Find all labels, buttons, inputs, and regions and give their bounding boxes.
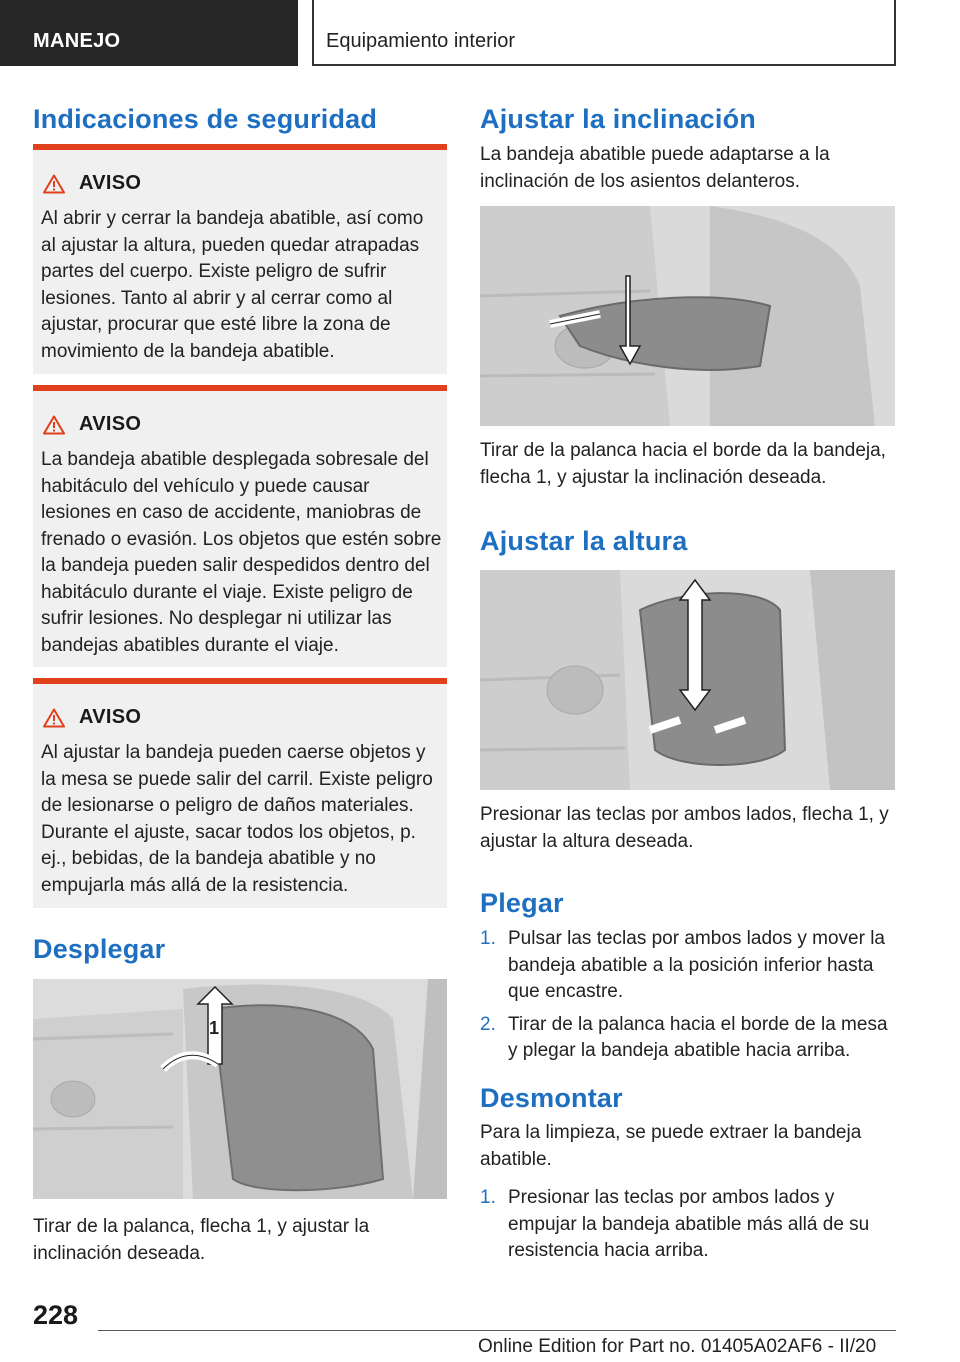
warning-text: Al abrir y cerrar la bandeja abatible, así como al ajustar la altura, pueden quedar atrapadas partes del cuerpo. Existe peligro de sufrir lesiones. Tanto al abrir y al cerrar como al ajustar, procurar que esté libre la zona de movimiento de la bandeja abatible. <box>41 208 424 362</box>
height-heading: Ajustar la altura <box>480 526 688 556</box>
unfold-caption: Tirar de la palanca, flecha 1, y ajustar la inclinación deseada. <box>33 1216 370 1264</box>
warning-triangle-icon <box>43 708 65 728</box>
tilt-illustration <box>480 206 895 426</box>
warning-box-2 <box>33 385 447 667</box>
warning-label: AVISO <box>79 706 142 728</box>
list-item: 2. Tirar de la palanca hacia el borde de la mesa y plegar la bandeja abatible hacia arriba. <box>480 1013 888 1061</box>
warning-triangle-icon <box>43 415 65 435</box>
tilt-caption: Tirar de la palanca hacia el borde da la bandeja, flecha 1, y ajustar la inclinación deseada. <box>480 440 886 488</box>
height-illustration <box>480 570 895 790</box>
tilt-heading: Ajustar la inclinación <box>480 104 756 134</box>
unfold-illustration <box>33 979 447 1199</box>
warning-label: AVISO <box>79 413 142 435</box>
remove-steps <box>480 1185 895 1271</box>
fold-heading: Plegar <box>480 888 564 918</box>
warning-label: AVISO <box>79 172 142 194</box>
height-caption: Presionar las teclas por ambos lados, flecha 1, y ajustar la altura deseada. <box>480 804 889 852</box>
chapter-tab <box>0 0 298 66</box>
section-tab <box>312 0 896 66</box>
page-number: 228 <box>33 1300 79 1330</box>
unfold-heading: Desplegar <box>33 934 166 964</box>
warning-box-3 <box>33 678 447 908</box>
edition-footer: Online Edition for Part no. 01405A02AF6 - II/20 <box>478 1336 877 1357</box>
warning-text: La bandeja abatible desplegada sobresale del habitáculo del vehículo y puede causar lesiones en caso de accidente, maniobras de frenado o evasión. Los objetos que estén sobre la bandeja pueden salir despedidos dentro del habitáculo durante el viaje. Existe peligro de sufrir lesiones. No desplegar ni utilizar las bandejas abatibles durante el viaje. <box>41 449 442 656</box>
remove-intro: Para la limpieza, se puede extraer la bandeja abatible. <box>480 1122 862 1170</box>
section-label: Equipamiento interior <box>326 30 515 52</box>
warning-text: Al ajustar la bandeja pueden caerse objetos y la mesa se puede salir del carril. Existe peligro de lesionarse o peligro de daños materiales. Durante el ajuste, sacar todos los objetos, p. ej., bebidas, de la bandeja abatible y no empujarla más allá de la resistencia. <box>41 742 433 896</box>
tilt-intro: La bandeja abatible puede adaptarse a la inclinación de los asientos delanteros. <box>480 144 830 192</box>
remove-heading: Desmontar <box>480 1083 623 1113</box>
safety-heading: Indicaciones de seguridad <box>33 104 378 134</box>
warning-triangle-icon <box>43 174 65 194</box>
list-item: 1. Presionar las teclas por ambos lados y empujar la bandeja abatible más allá de su resistencia hacia arriba. <box>480 1187 870 1261</box>
arrow-label: 1 <box>209 1018 220 1038</box>
list-item: 1. Pulsar las teclas por ambos lados y mover la bandeja abatible a la posición inferior hasta que encastre. <box>480 928 885 1002</box>
chapter-label: MANEJO <box>33 30 121 52</box>
warning-box-1 <box>33 144 447 374</box>
footer-divider <box>98 1330 896 1331</box>
fold-steps <box>480 926 895 1071</box>
